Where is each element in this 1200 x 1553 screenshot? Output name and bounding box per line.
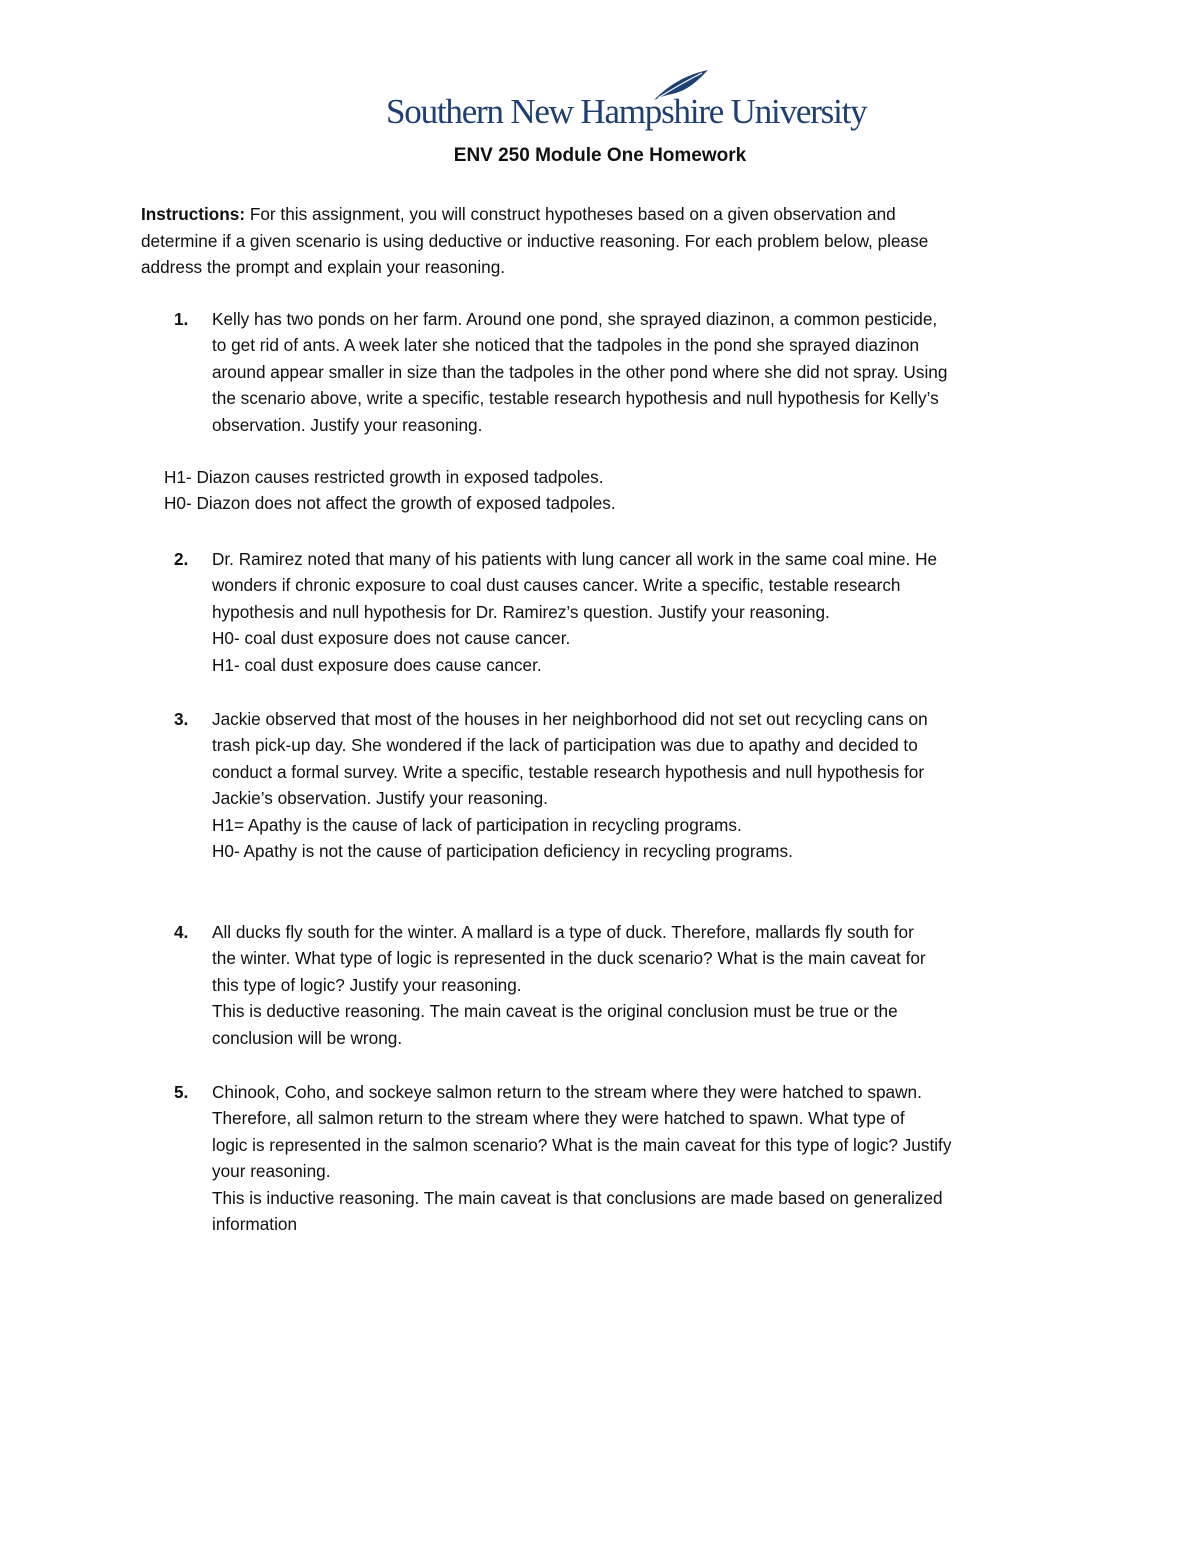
item-5-line: logic is represented in the salmon scenario? What is the main caveat for this type of logic? Justify bbox=[212, 1134, 952, 1155]
item-4-line: this type of logic? Justify your reasoning. bbox=[212, 974, 522, 995]
item-5-line: your reasoning. bbox=[212, 1161, 331, 1182]
university-logo bbox=[386, 68, 867, 138]
item-3-answer: H0- Apathy is not the cause of participation deficiency in recycling programs. bbox=[212, 840, 793, 861]
item-3-line: Jackie observed that most of the houses in her neighborhood did not set out recycling cans on bbox=[212, 709, 928, 729]
item-4-line: the winter. What type of logic is represented in the duck scenario? What is the main caveat for bbox=[212, 948, 926, 969]
item-5-prompt bbox=[212, 1079, 1092, 1237]
item-4-answer: This is deductive reasoning. The main caveat is the original conclusion must be true or the bbox=[212, 1001, 898, 1022]
item-2-answer: H0- coal dust exposure does not cause cancer. bbox=[212, 628, 571, 649]
item-3-answer: H1= Apathy is the cause of lack of participation in recycling programs. bbox=[212, 814, 742, 835]
item-number-1: 1. bbox=[174, 309, 189, 329]
item-1-line: Kelly has two ponds on her farm. Around one pond, she sprayed diazinon, a common pesticide, bbox=[212, 309, 938, 329]
item-5-line: Therefore, all salmon return to the stream where they were hatched to spawn. What type of bbox=[212, 1108, 905, 1129]
item-1-line: observation. Justify your reasoning. bbox=[212, 414, 483, 435]
instructions-line-3: address the prompt and explain your reasoning. bbox=[141, 257, 506, 277]
item-5-answer: information bbox=[212, 1213, 298, 1234]
item-5-line: Chinook, Coho, and sockeye salmon return to the stream where they were hatched to spawn. bbox=[212, 1082, 922, 1102]
instructions-line-1: For this assignment, you will construct hypotheses based on a given observation and bbox=[245, 204, 896, 224]
document-title: ENV 250 Module One Homework bbox=[453, 145, 747, 166]
item-1-answer-h0: H0- Diazon does not affect the growth of exposed tadpoles. bbox=[164, 493, 616, 513]
item-1-answer-h1: H1- Diazon causes restricted growth in exposed tadpoles. bbox=[164, 467, 604, 487]
item-3-prompt bbox=[212, 706, 1092, 864]
item-1-line: the scenario above, write a specific, testable research hypothesis and null hypothesis for Kelly’s bbox=[212, 388, 939, 409]
item-2-line: Dr. Ramirez noted that many of his patients with lung cancer all work in the same coal mine. He bbox=[212, 549, 938, 569]
item-5-answer: This is inductive reasoning. The main caveat is that conclusions are made based on generalized bbox=[212, 1187, 943, 1208]
item-2-line: wonders if chronic exposure to coal dust causes cancer. Write a specific, testable research bbox=[212, 575, 901, 596]
logo-wordmark: Southern New Hampshire University bbox=[386, 92, 867, 131]
item-2-answer: H1- coal dust exposure does cause cancer. bbox=[212, 654, 542, 675]
item-number-2: 2. bbox=[174, 549, 189, 569]
item-number-4: 4. bbox=[174, 922, 189, 942]
instructions-paragraph bbox=[141, 201, 1071, 281]
item-1-line: to get rid of ants. A week later she noticed that the tadpoles in the pond she sprayed diazinon bbox=[212, 335, 920, 356]
item-4-line: All ducks fly south for the winter. A mallard is a type of duck. Therefore, mallards fly south for bbox=[212, 922, 914, 942]
item-4-prompt bbox=[212, 919, 1092, 1051]
item-number-5: 5. bbox=[174, 1082, 189, 1102]
item-1-prompt bbox=[212, 306, 1092, 438]
item-1-line: around appear smaller in size than the tadpoles in the other pond where she did not spray. Using bbox=[212, 361, 948, 382]
instructions-label: Instructions: bbox=[141, 204, 246, 224]
item-2-prompt bbox=[212, 546, 1092, 678]
item-3-line: Jackie’s observation. Justify your reasoning. bbox=[212, 788, 548, 809]
item-2-line: hypothesis and null hypothesis for Dr. Ramirez’s question. Justify your reasoning. bbox=[212, 601, 830, 622]
item-4-answer: conclusion will be wrong. bbox=[212, 1027, 403, 1048]
item-3-line: conduct a formal survey. Write a specific, testable research hypothesis and null hypothesis for bbox=[212, 761, 925, 782]
instructions-line-2: determine if a given scenario is using deductive or inductive reasoning. For each problem below, please bbox=[141, 230, 929, 251]
item-3-line: trash pick-up day. She wondered if the lack of participation was due to apathy and decided to bbox=[212, 735, 918, 756]
item-number-3: 3. bbox=[174, 709, 189, 729]
